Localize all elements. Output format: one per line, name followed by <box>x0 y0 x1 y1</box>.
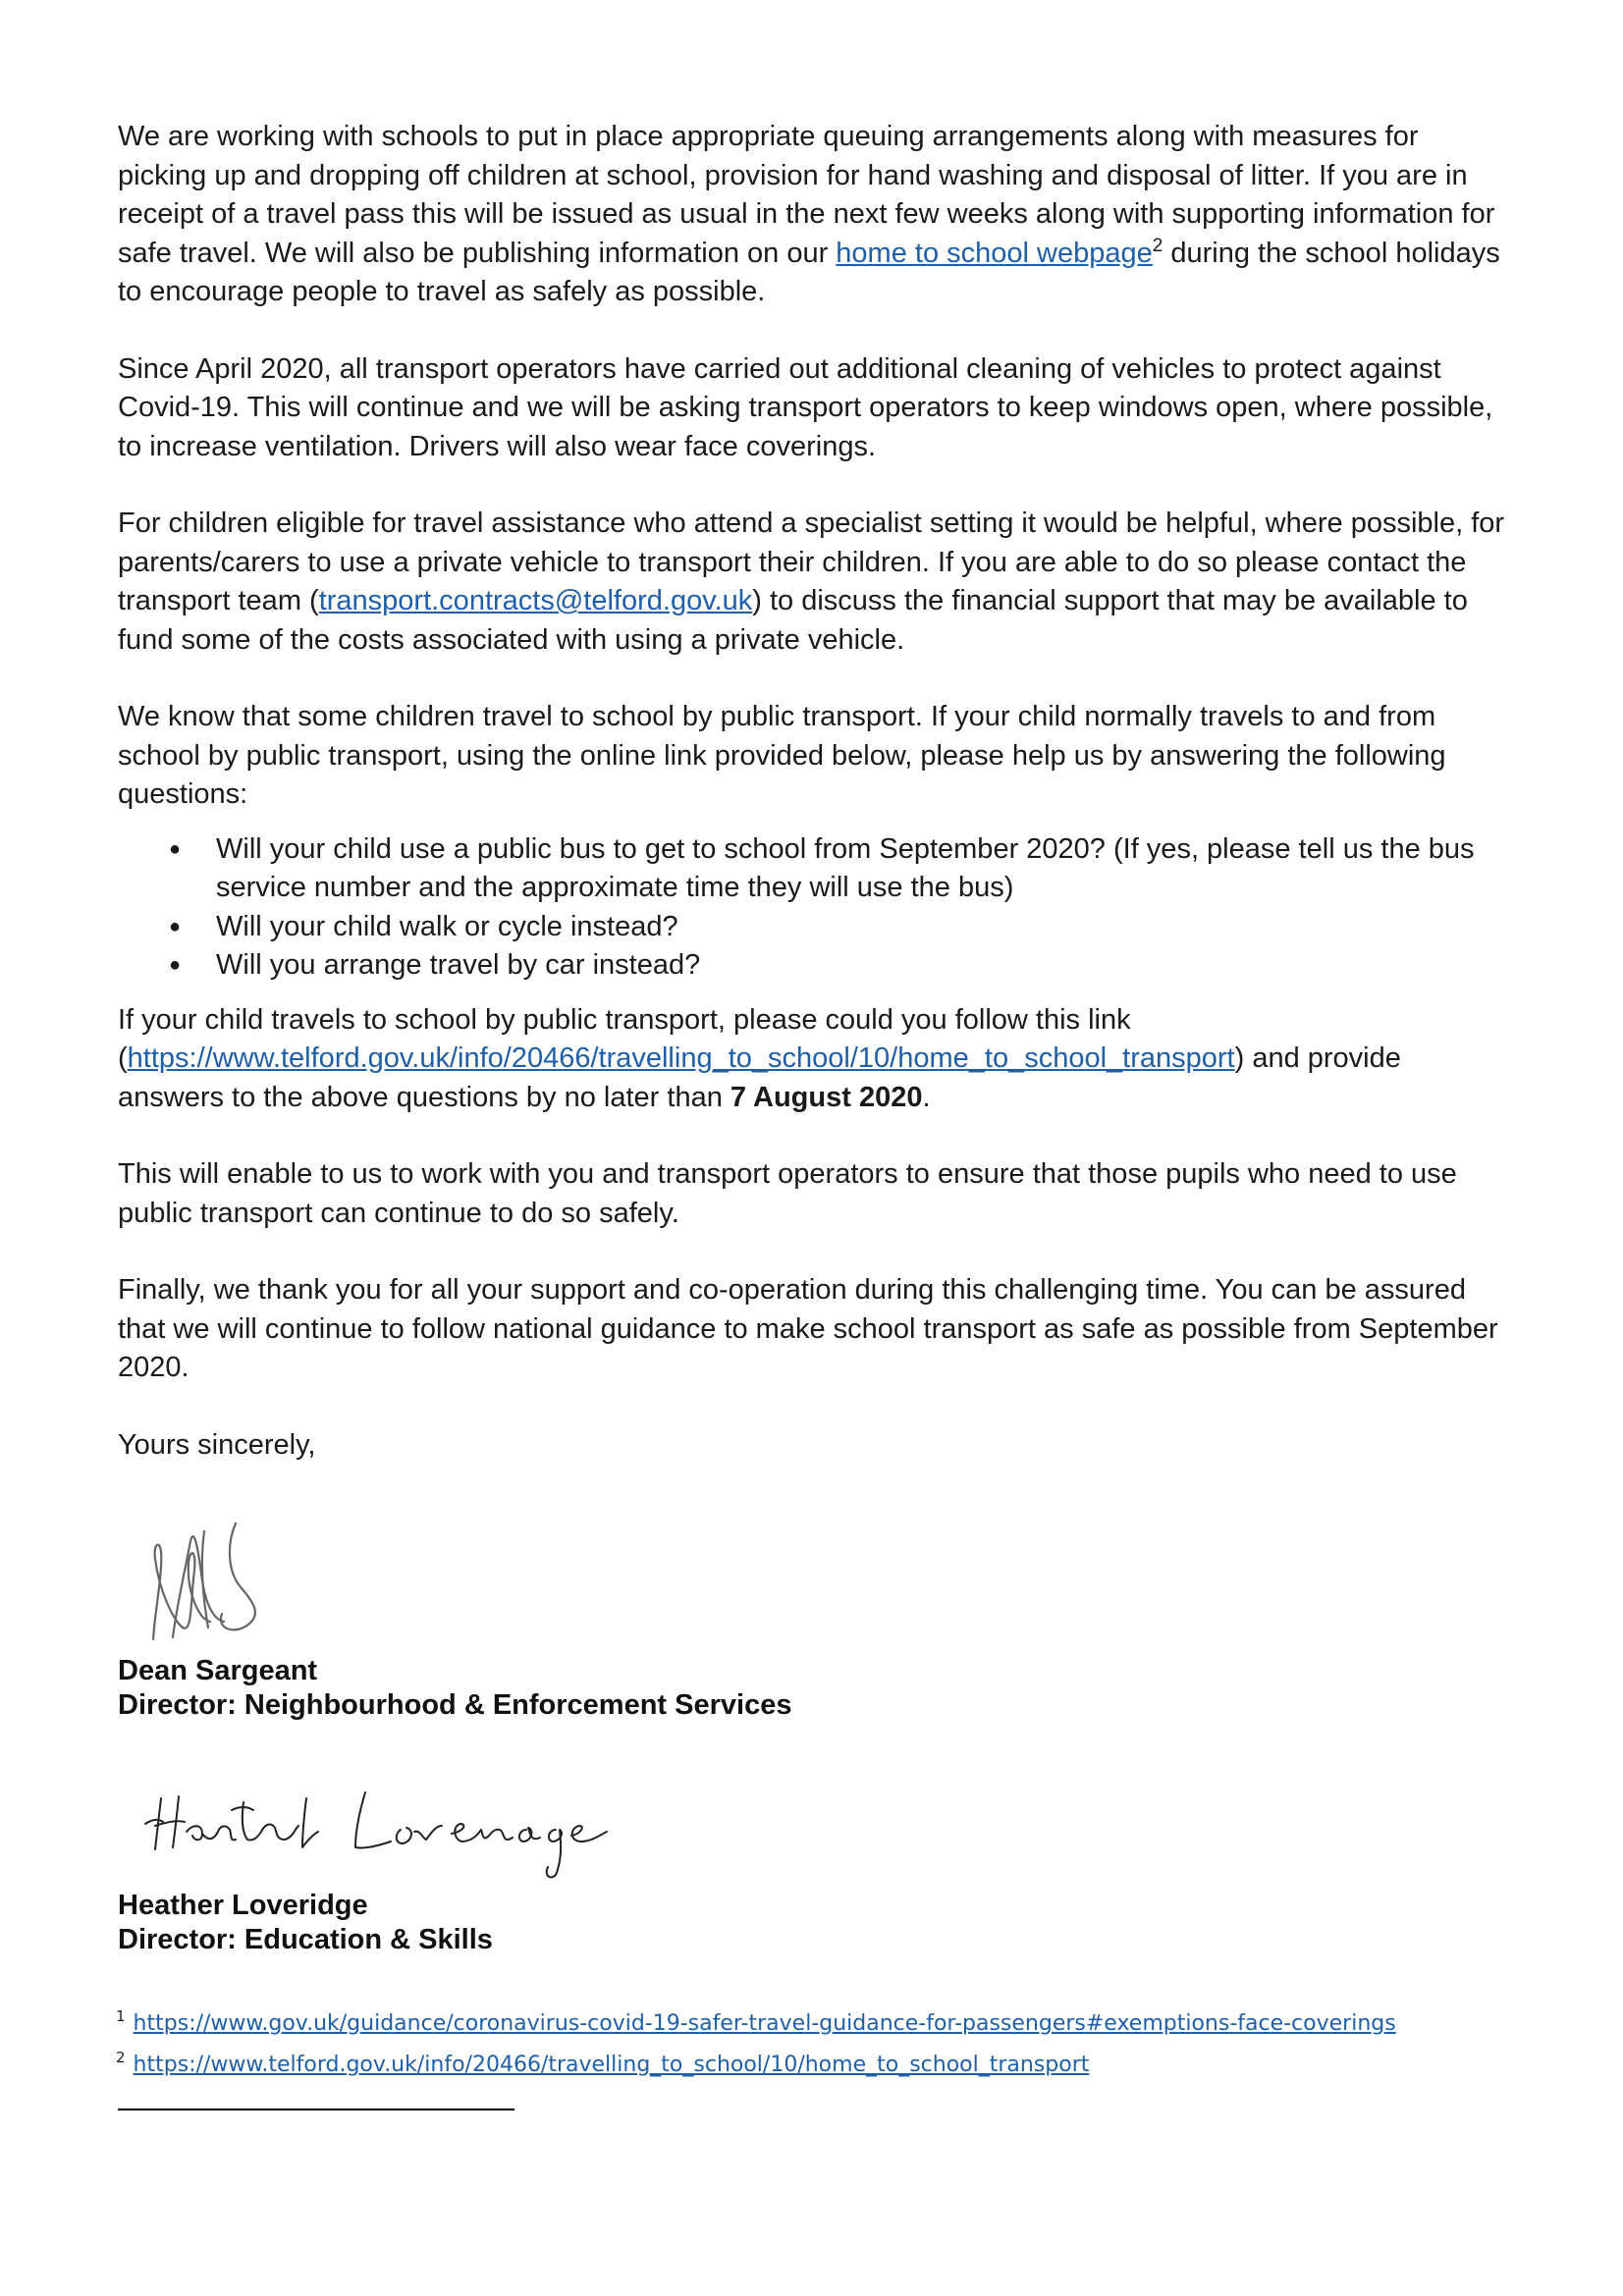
footnote-1 <box>116 2000 1396 2041</box>
list-item <box>118 830 1512 908</box>
paragraph-queuing-arrangements <box>118 118 1512 312</box>
footnote-number: 1 <box>116 2007 126 2025</box>
signatory-title: Director: Neighbourhood & Enforcement Services <box>118 1689 792 1721</box>
signatory-name: Dean Sargeant <box>118 1655 318 1686</box>
paragraph-thank-you: Finally, we thank you for all your support and co-operation during this challenging time. You can be assured that we will continue to follow national guidance to make school transport as safe as possible from September 2020. <box>118 1274 1498 1383</box>
question-text: Will your child use a public bus to get to school from September 2020? (If yes, please tell us the bus service number and the approximate time they will use the bus) <box>216 832 1475 903</box>
signatory-block-1 <box>118 1654 791 1723</box>
closing-salutation: Yours sincerely, <box>118 1428 316 1461</box>
paragraph-vehicle-cleaning: Since April 2020, all transport operators have carried out additional cleaning of vehicles to protect against Covid-19. This will continue and we will be asking transport operators to keep windows open, where possible, to increase ventilation. Drivers will also wear face coverings. <box>118 352 1493 462</box>
footnote-number: 2 <box>116 2049 126 2066</box>
p3-text-end: ) to discuss the financial support that may be available to fund some of the costs associated with using a private vehicle. <box>118 585 1468 656</box>
paragraph-follow-link <box>118 1001 1512 1118</box>
home-to-school-webpage-link[interactable]: home to school webpage <box>836 237 1153 269</box>
signatory-title: Director: Education & Skills <box>118 1924 493 1955</box>
paragraph-public-transport: We know that some children travel to school by public transport. If your child normally travels to and from school by public transport, using the online link provided below, please help us by answering the following questions: <box>118 701 1446 810</box>
list-item <box>118 908 1512 947</box>
questions-list <box>118 830 1512 986</box>
footnote-separator-line <box>118 2109 514 2110</box>
question-text: Will your child walk or cycle instead? <box>216 910 678 942</box>
signature-dean-sargeant-image <box>134 1512 291 1649</box>
p3-text-start: For children eligible for travel assistance who attend a specialist setting it would be helpful, where possible, for parents/carers to use a private vehicle to transport their children. If you are able to do so please contact the transport team ( <box>118 507 1505 616</box>
p5-text-middle: ) and provide answers to the above questions by no later than <box>118 1042 1401 1113</box>
bullet-icon: ● <box>169 915 182 937</box>
home-to-school-transport-link[interactable]: https://www.telford.gov.uk/info/20466/travelling_to_school/10/home_to_school_transport <box>127 1042 1235 1074</box>
p5-text-end: . <box>922 1081 931 1113</box>
letter-body <box>118 118 1512 1465</box>
paragraph-private-vehicle <box>118 505 1512 660</box>
p5-text-start: If your child travels to school by public transport, please could you follow this link ( <box>118 1003 1131 1074</box>
footnote-ref-2: 2 <box>1152 235 1163 256</box>
footnote-link-face-coverings[interactable]: https://www.gov.uk/guidance/coronavirus-covid-19-safer-travel-guidance-for-passengers#exemptions-face-coverings <box>133 2011 1396 2036</box>
question-text: Will you arrange travel by car instead? <box>216 949 701 981</box>
list-item <box>118 946 1512 986</box>
signatory-name: Heather Loveridge <box>118 1890 368 1921</box>
signatory-block-2 <box>118 1889 493 1957</box>
deadline-date: 7 August 2020 <box>730 1081 923 1113</box>
signature-heather-loveridge-image <box>137 1777 648 1885</box>
p1-text-end: during the school holidays to encourage people to travel as safely as possible. <box>118 237 1500 307</box>
bullet-icon: ● <box>169 954 182 976</box>
p1-text-start: We are working with schools to put in place appropriate queuing arrangements along with measures for picking up and dropping off children at school, provision for hand washing and disposal of litter. If you are in receipt of a travel pass this will be issued as usual in the next few weeks along with supporting information for safe travel. We will also be publishing information on our <box>118 121 1495 269</box>
footnote-link-home-to-school[interactable]: https://www.telford.gov.uk/info/20466/travelling_to_school/10/home_to_school_transport <box>133 2053 1090 2077</box>
footnotes <box>116 2000 1396 2082</box>
transport-email-link[interactable]: transport.contracts@telford.gov.uk <box>318 585 753 616</box>
bullet-icon: ● <box>169 837 182 860</box>
paragraph-work-with-operators: This will enable to us to work with you and transport operators to ensure that those pupils who need to use public transport can continue to do so safely. <box>118 1158 1457 1229</box>
footnote-2 <box>116 2041 1396 2082</box>
